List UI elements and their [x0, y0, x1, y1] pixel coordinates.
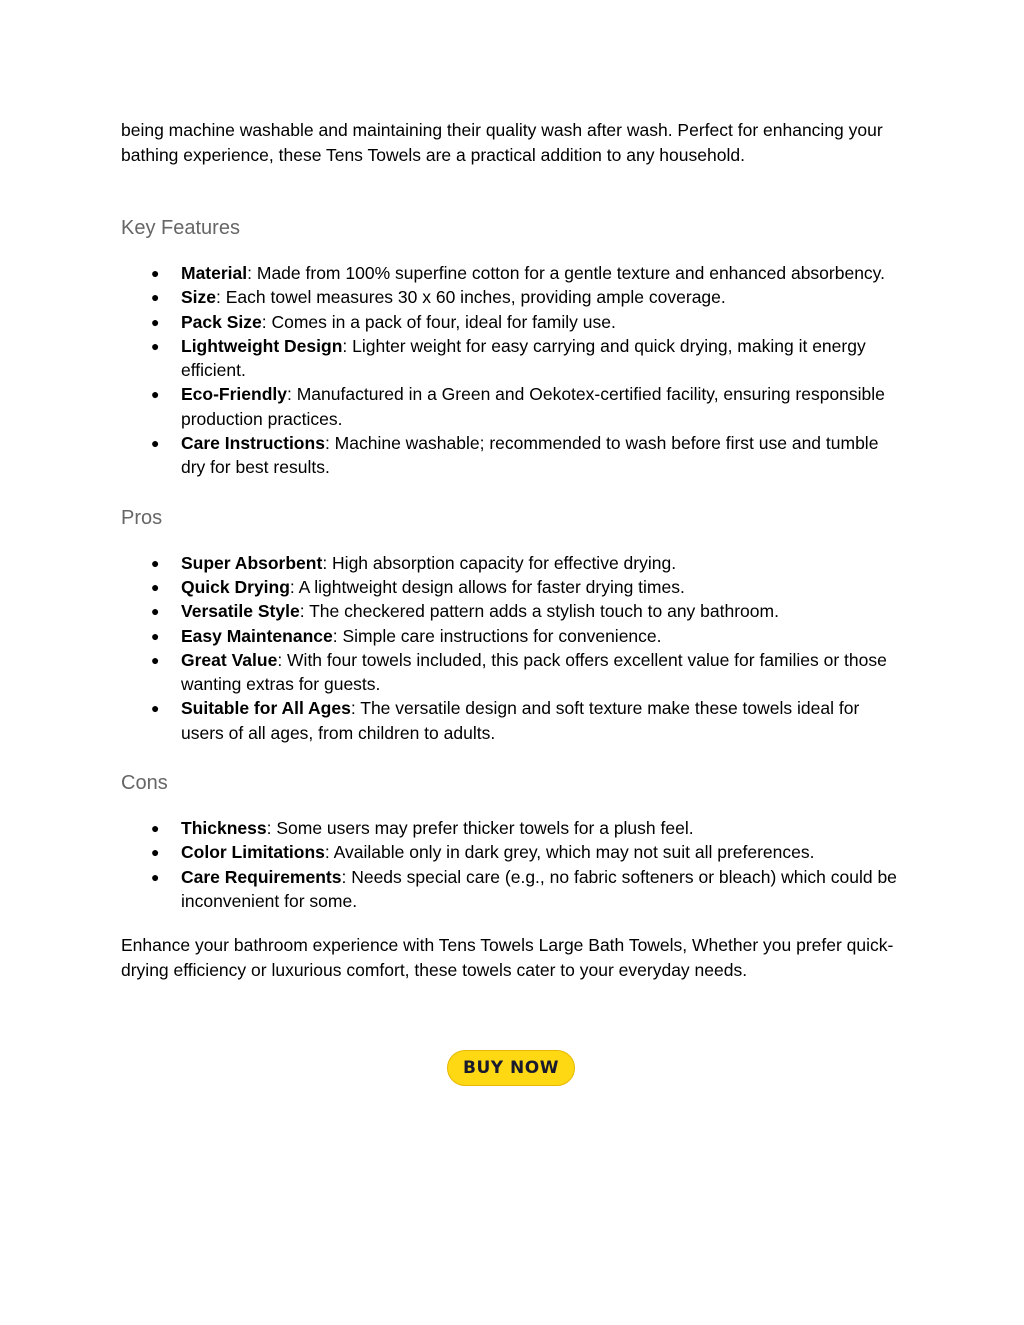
pro-text: : High absorption capacity for effective drying.: [322, 552, 677, 573]
list-item: [121, 310, 906, 334]
pro-text: : Simple care instructions for convenience.: [332, 625, 662, 646]
pros-list: [121, 551, 906, 745]
bullet-icon: ●: [151, 603, 160, 620]
feature-label: Size: [181, 287, 217, 308]
cons-heading: Cons: [121, 772, 168, 795]
pro-text: : The versatile design and soft texture make these towels ideal for users of all ages, from children to adults.: [181, 698, 860, 743]
list-item: [121, 816, 906, 840]
closing-paragraph: Enhance your bathroom experience with Tens Towels Large Bath Towels, Whether you prefer quick-drying efficiency or luxurious comfort, these towels cater to your everyday needs.: [121, 935, 894, 980]
feature-text: : Manufactured in a Green and Oekotex-certified facility, ensuring responsible production practices.: [181, 384, 885, 429]
intro-paragraph: being machine washable and maintaining their quality wash after wash. Perfect for enhancing your bathing experience, these Tens Towels are a practical addition to any household.: [121, 120, 883, 165]
list-item: [121, 648, 906, 697]
bullet-icon: ●: [151, 265, 160, 281]
feature-text: : Lighter weight for easy carrying and quick drying, making it energy efficient.: [181, 335, 866, 381]
list-item: [121, 696, 906, 745]
list-item: [121, 334, 906, 383]
con-label: Thickness: [181, 818, 267, 839]
bullet-icon: ●: [151, 289, 160, 306]
feature-text: : Made from 100% superfine cotton for a gentle texture and enhanced absorbency.: [247, 263, 885, 283]
bullet-icon: ●: [151, 578, 160, 595]
pro-label: Versatile Style: [181, 601, 300, 622]
bullet-icon: ●: [151, 435, 160, 452]
bullet-icon: ●: [151, 844, 160, 861]
con-label: Care Requirements: [181, 866, 342, 887]
feature-label: Care Instructions: [181, 433, 325, 454]
feature-text: : Machine washable; recommended to wash before first use and tumble dry for best results.: [181, 433, 879, 478]
pro-text: : With four towels included, this pack offers excellent value for families or those wanting extras for guests.: [181, 649, 887, 695]
bullet-icon: ●: [151, 700, 160, 717]
con-text: : Needs special care (e.g., no fabric softeners or bleach) which could be inconvenient for some.: [181, 866, 897, 911]
bullet-icon: ●: [151, 651, 160, 668]
list-item: [121, 840, 906, 864]
list-item: [121, 575, 906, 599]
con-label: Color Limitations: [181, 842, 325, 863]
pro-text: : The checkered pattern adds a stylish touch to any bathroom.: [299, 601, 779, 622]
bullet-icon: ●: [151, 337, 160, 354]
pro-text: : A lightweight design allows for faster drying times.: [289, 576, 685, 597]
key-features-list: [121, 261, 906, 480]
feature-text: : Each towel measures 30 x 60 inches, providing ample coverage.: [216, 287, 726, 308]
bullet-icon: ●: [151, 820, 160, 837]
pro-label: Great Value: [181, 649, 278, 670]
feature-label: Eco-Friendly: [181, 384, 287, 405]
list-item: [121, 285, 906, 309]
feature-label: Lightweight Design: [181, 335, 343, 356]
pro-label: Suitable for All Ages: [181, 698, 351, 719]
bullet-icon: ●: [151, 627, 160, 644]
bullet-icon: ●: [151, 868, 160, 885]
pro-label: Quick Drying: [181, 576, 290, 597]
list-item: [121, 551, 906, 575]
bullet-icon: ●: [151, 554, 160, 571]
list-item: [121, 865, 906, 914]
buy-now-button[interactable]: BUY NOW: [447, 1050, 575, 1086]
pros-heading: Pros: [121, 506, 163, 529]
feature-text: : Comes in a pack of four, ideal for family use.: [261, 311, 616, 332]
list-item: [121, 624, 906, 648]
pro-label: Easy Maintenance: [181, 625, 333, 646]
list-item: [121, 261, 906, 285]
key-features-heading: Key Features: [121, 217, 240, 239]
cons-list: [121, 816, 906, 913]
bullet-icon: ●: [151, 386, 160, 403]
list-item: [121, 431, 906, 480]
feature-label: Material: [181, 263, 248, 283]
buy-now-container: [447, 1050, 575, 1086]
document-page: [121, 118, 906, 982]
feature-label: Pack Size: [181, 311, 262, 332]
pro-label: Super Absorbent: [181, 552, 323, 573]
con-text: : Some users may prefer thicker towels for a plush feel.: [266, 818, 694, 839]
bullet-icon: ●: [151, 313, 160, 330]
list-item: [121, 599, 906, 623]
con-text: : Available only in dark grey, which may not suit all preferences.: [324, 842, 815, 863]
list-item: [121, 382, 906, 431]
